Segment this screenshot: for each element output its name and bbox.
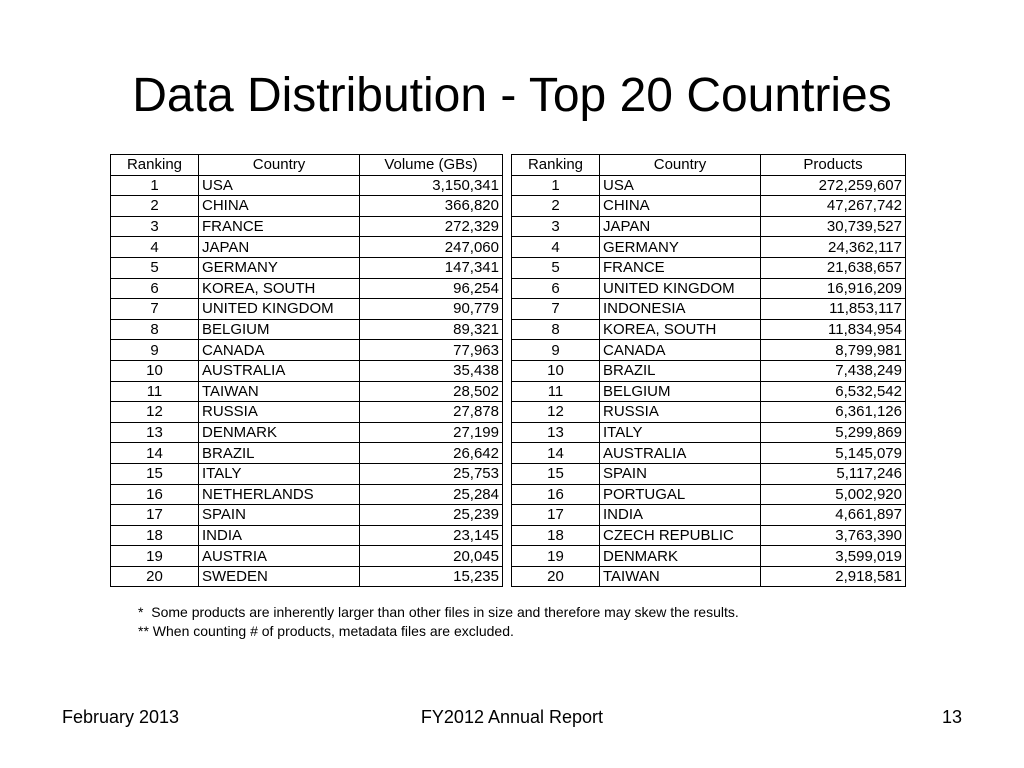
value-cell: 35,438: [360, 360, 503, 381]
country-cell: SWEDEN: [199, 566, 360, 587]
country-cell: BELGIUM: [199, 319, 360, 340]
column-header-ranking: Ranking: [512, 155, 600, 176]
value-cell: 25,753: [360, 463, 503, 484]
value-cell: 6,532,542: [761, 381, 906, 402]
country-cell: DENMARK: [199, 422, 360, 443]
ranking-cell: 11: [512, 381, 600, 402]
country-cell: RUSSIA: [600, 402, 761, 423]
table-row: [512, 216, 906, 237]
table-row: [111, 505, 503, 526]
ranking-cell: 8: [111, 319, 199, 340]
table-row: [512, 422, 906, 443]
ranking-cell: 15: [512, 463, 600, 484]
ranking-cell: 9: [111, 340, 199, 361]
ranking-cell: 19: [512, 546, 600, 567]
table-row: [111, 463, 503, 484]
value-cell: 272,259,607: [761, 175, 906, 196]
value-cell: 8,799,981: [761, 340, 906, 361]
country-cell: USA: [199, 175, 360, 196]
ranking-cell: 20: [111, 566, 199, 587]
table-row: [512, 463, 906, 484]
value-cell: 5,117,246: [761, 463, 906, 484]
country-cell: UNITED KINGDOM: [600, 278, 761, 299]
country-cell: ITALY: [199, 463, 360, 484]
value-cell: 247,060: [360, 237, 503, 258]
country-cell: USA: [600, 175, 761, 196]
ranking-cell: 1: [512, 175, 600, 196]
table-row: [111, 196, 503, 217]
country-cell: JAPAN: [600, 216, 761, 237]
ranking-cell: 5: [111, 257, 199, 278]
value-cell: 7,438,249: [761, 360, 906, 381]
table-row: [512, 566, 906, 587]
country-cell: AUSTRALIA: [600, 443, 761, 464]
table-header-row: [111, 155, 503, 176]
ranking-cell: 8: [512, 319, 600, 340]
value-cell: 3,150,341: [360, 175, 503, 196]
table-row: [512, 175, 906, 196]
table-row: [512, 319, 906, 340]
table-row: [512, 402, 906, 423]
value-cell: 28,502: [360, 381, 503, 402]
table-row: [512, 237, 906, 258]
table-row: [111, 278, 503, 299]
table-row: [111, 566, 503, 587]
ranking-cell: 19: [111, 546, 199, 567]
footer-report-title: FY2012 Annual Report: [420, 707, 604, 727]
value-cell: 15,235: [360, 566, 503, 587]
table-row: [111, 299, 503, 320]
table-row: [111, 340, 503, 361]
value-cell: 366,820: [360, 196, 503, 217]
country-cell: INDONESIA: [600, 299, 761, 320]
value-cell: 2,918,581: [761, 566, 906, 587]
value-cell: 272,329: [360, 216, 503, 237]
table-row: [512, 525, 906, 546]
footer-date: February 2013: [62, 707, 180, 727]
value-cell: 23,145: [360, 525, 503, 546]
ranking-cell: 10: [512, 360, 600, 381]
country-cell: CHINA: [199, 196, 360, 217]
table-row: [111, 216, 503, 237]
value-cell: 16,916,209: [761, 278, 906, 299]
country-cell: PORTUGAL: [600, 484, 761, 505]
ranking-cell: 20: [512, 566, 600, 587]
value-cell: 11,834,954: [761, 319, 906, 340]
volume-table: [110, 154, 503, 587]
ranking-cell: 3: [111, 216, 199, 237]
column-header-country: Country: [600, 155, 761, 176]
country-cell: SPAIN: [600, 463, 761, 484]
country-cell: CANADA: [199, 340, 360, 361]
country-cell: TAIWAN: [199, 381, 360, 402]
ranking-cell: 13: [512, 422, 600, 443]
value-cell: 77,963: [360, 340, 503, 361]
column-header-volume: Volume (GBs): [360, 155, 503, 176]
table-header-row: [512, 155, 906, 176]
table-row: [512, 484, 906, 505]
value-cell: 26,642: [360, 443, 503, 464]
column-header-ranking: Ranking: [111, 155, 199, 176]
table-row: [111, 422, 503, 443]
value-cell: 27,878: [360, 402, 503, 423]
ranking-cell: 4: [512, 237, 600, 258]
ranking-cell: 6: [512, 278, 600, 299]
ranking-cell: 16: [111, 484, 199, 505]
ranking-cell: 6: [111, 278, 199, 299]
table-row: [512, 381, 906, 402]
table-row: [512, 505, 906, 526]
value-cell: 30,739,527: [761, 216, 906, 237]
country-cell: NETHERLANDS: [199, 484, 360, 505]
value-cell: 6,361,126: [761, 402, 906, 423]
ranking-cell: 2: [111, 196, 199, 217]
table-row: [111, 546, 503, 567]
country-cell: BRAZIL: [600, 360, 761, 381]
column-header-country: Country: [199, 155, 360, 176]
country-cell: RUSSIA: [199, 402, 360, 423]
country-cell: KOREA, SOUTH: [199, 278, 360, 299]
value-cell: 90,779: [360, 299, 503, 320]
country-cell: GERMANY: [600, 237, 761, 258]
value-cell: 4,661,897: [761, 505, 906, 526]
table-row: [512, 278, 906, 299]
table-row: [512, 340, 906, 361]
ranking-cell: 17: [512, 505, 600, 526]
country-cell: FRANCE: [600, 257, 761, 278]
value-cell: 47,267,742: [761, 196, 906, 217]
ranking-cell: 14: [512, 443, 600, 464]
country-cell: DENMARK: [600, 546, 761, 567]
country-cell: FRANCE: [199, 216, 360, 237]
value-cell: 25,239: [360, 505, 503, 526]
table-row: [512, 257, 906, 278]
ranking-cell: 18: [111, 525, 199, 546]
value-cell: 24,362,117: [761, 237, 906, 258]
footnote-metadata-excluded: ** When counting # of products, metadata files are excluded.: [138, 623, 514, 639]
value-cell: 27,199: [360, 422, 503, 443]
ranking-cell: 4: [111, 237, 199, 258]
value-cell: 5,145,079: [761, 443, 906, 464]
ranking-cell: 10: [111, 360, 199, 381]
country-cell: UNITED KINGDOM: [199, 299, 360, 320]
value-cell: 5,299,869: [761, 422, 906, 443]
table-row: [512, 360, 906, 381]
ranking-cell: 17: [111, 505, 199, 526]
ranking-cell: 18: [512, 525, 600, 546]
country-cell: JAPAN: [199, 237, 360, 258]
slide-title: Data Distribution - Top 20 Countries: [132, 69, 892, 122]
table-row: [512, 443, 906, 464]
ranking-cell: 16: [512, 484, 600, 505]
value-cell: 25,284: [360, 484, 503, 505]
ranking-cell: 3: [512, 216, 600, 237]
ranking-cell: 5: [512, 257, 600, 278]
table-row: [111, 402, 503, 423]
ranking-cell: 13: [111, 422, 199, 443]
footnotes: [138, 603, 739, 641]
value-cell: 147,341: [360, 257, 503, 278]
table-row: [111, 381, 503, 402]
footnote-size-skew: * Some products are inherently larger than other files in size and therefore may skew the results.: [138, 604, 739, 620]
table-row: [111, 175, 503, 196]
value-cell: 20,045: [360, 546, 503, 567]
ranking-cell: 1: [111, 175, 199, 196]
ranking-cell: 15: [111, 463, 199, 484]
products-table: [511, 154, 906, 587]
country-cell: TAIWAN: [600, 566, 761, 587]
ranking-cell: 7: [111, 299, 199, 320]
value-cell: 3,763,390: [761, 525, 906, 546]
ranking-cell: 11: [111, 381, 199, 402]
table-row: [111, 443, 503, 464]
value-cell: 96,254: [360, 278, 503, 299]
page-number: 13: [941, 707, 962, 727]
table-row: [111, 360, 503, 381]
table-row: [111, 237, 503, 258]
country-cell: AUSTRIA: [199, 546, 360, 567]
ranking-cell: 9: [512, 340, 600, 361]
table-row: [111, 525, 503, 546]
value-cell: 11,853,117: [761, 299, 906, 320]
table-row: [512, 196, 906, 217]
value-cell: 21,638,657: [761, 257, 906, 278]
country-cell: SPAIN: [199, 505, 360, 526]
value-cell: 3,599,019: [761, 546, 906, 567]
ranking-cell: 7: [512, 299, 600, 320]
column-header-products: Products: [761, 155, 906, 176]
country-cell: BELGIUM: [600, 381, 761, 402]
country-cell: ITALY: [600, 422, 761, 443]
table-row: [512, 299, 906, 320]
country-cell: CZECH REPUBLIC: [600, 525, 761, 546]
country-cell: CANADA: [600, 340, 761, 361]
value-cell: 89,321: [360, 319, 503, 340]
country-cell: GERMANY: [199, 257, 360, 278]
country-cell: KOREA, SOUTH: [600, 319, 761, 340]
ranking-cell: 12: [512, 402, 600, 423]
country-cell: BRAZIL: [199, 443, 360, 464]
ranking-cell: 14: [111, 443, 199, 464]
table-row: [111, 484, 503, 505]
ranking-cell: 12: [111, 402, 199, 423]
country-cell: AUSTRALIA: [199, 360, 360, 381]
table-row: [512, 546, 906, 567]
country-cell: INDIA: [199, 525, 360, 546]
country-cell: INDIA: [600, 505, 761, 526]
table-row: [111, 257, 503, 278]
value-cell: 5,002,920: [761, 484, 906, 505]
table-row: [111, 319, 503, 340]
ranking-cell: 2: [512, 196, 600, 217]
country-cell: CHINA: [600, 196, 761, 217]
